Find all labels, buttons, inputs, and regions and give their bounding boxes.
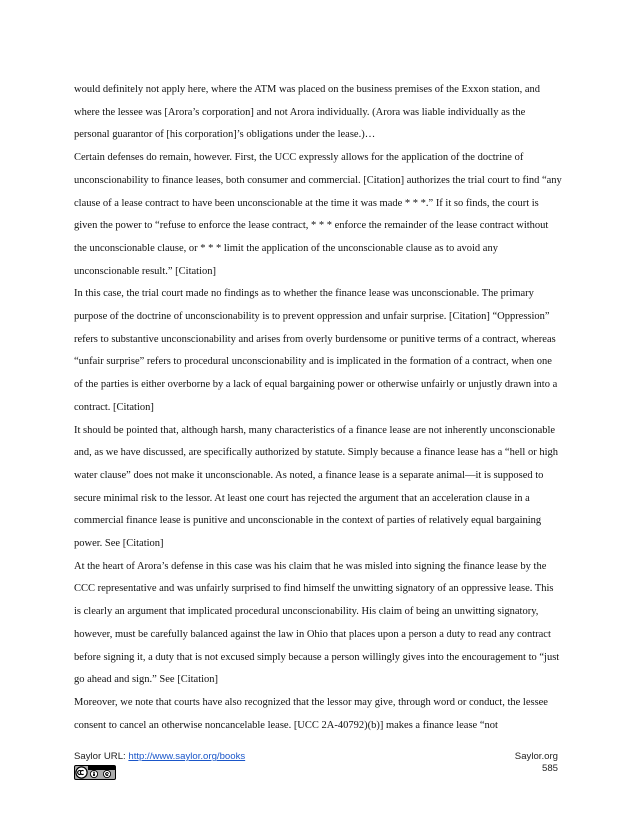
paragraph: In this case, the trial court made no findings as to whether the finance lease was unconscionable. The primary purpose of the doctrine of unconscionability is to prevent oppression and unfair surprise. [Citation] “Oppression” refers to substantive unconscionability and arises from overly burdensome or punitive terms of a contract, whereas “unfair surprise” refers to procedural unconscionability and is implicated in the formation of a contract, when one of the parties is either overborne by a lack of equal bargaining power or otherwise unfairly or unjustly drawn into a contract. [Citation] [74,288,558,413]
paragraph: Moreover, we note that courts have also recognized that the lessor may give, through word or conduct, the lessee consent to cancel an otherwise noncancelable lease. [UCC 2A-40792)(b)] makes a finance lease “not [74,696,548,731]
site-name: Saylor.org [514,751,558,762]
source-link[interactable]: http://www.saylor.org/books [128,751,246,762]
creative-commons-by-icon [74,765,116,780]
source-label: Saylor URL: [74,751,129,762]
page-number: 585 [541,763,558,774]
paragraph: would definitely not apply here, where the ATM was placed on the business premises of the Exxon station, and where the lessee was [Arora’s corporation] and not Arora individually. (Arora was liable individually as the personal guarantor of [his corporation]’s obligations under the lease.)… [74,84,540,141]
paragraph: It should be pointed that, although harsh, many characteristics of a finance lease are not inherently unconscionable and, as we have discussed, are specifically authorized by statute. Simply because a finance lease has a “hell or high water clause” does not make it unconscionable. As noted, a finance lease is a separate animal—it is supposed to secure minimal risk to the lessor. At least one court has rejected the argument that an acceleration clause in a commercial finance lease is punitive and unconscionable in the context of parties of relatively equal bargaining power. See [Citation] [74,424,558,550]
paragraph: At the heart of Arora’s defense in this case was his claim that he was misled into signing the finance lease by the CCC representative and was unfairly surprised to find himself the unwitting signatory of an oppressive lease. This is clearly an argument that implicated procedural unconscionability. His claim of being an unwitting signatory, however, must be carefully balanced against the law in Ohio that places upon a person a duty to read any contract before signing it, a duty that is not excused simply because a person willingly gives into the encouragement to “just go ahead and sign.” See [Citation] [74,560,560,686]
paragraph: Certain defenses do remain, however. First, the UCC expressly allows for the application of the doctrine of unconscionability to finance leases, both consumer and commercial. [Citation] authorizes the trial court to find “any clause of a lease contract to have been unconscionable at the time it was made * * *.” If it so finds, the court is given the power to “refuse to enforce the lease contract, * * * enforce the remainder of the lease contract without the unconscionable clause, or * * * limit the application of the unconscionable clause as to avoid any unconscionable result.” [Citation] [74,152,562,277]
source-line [74,751,245,763]
document-body [74,79,562,737]
page-info [515,751,558,775]
